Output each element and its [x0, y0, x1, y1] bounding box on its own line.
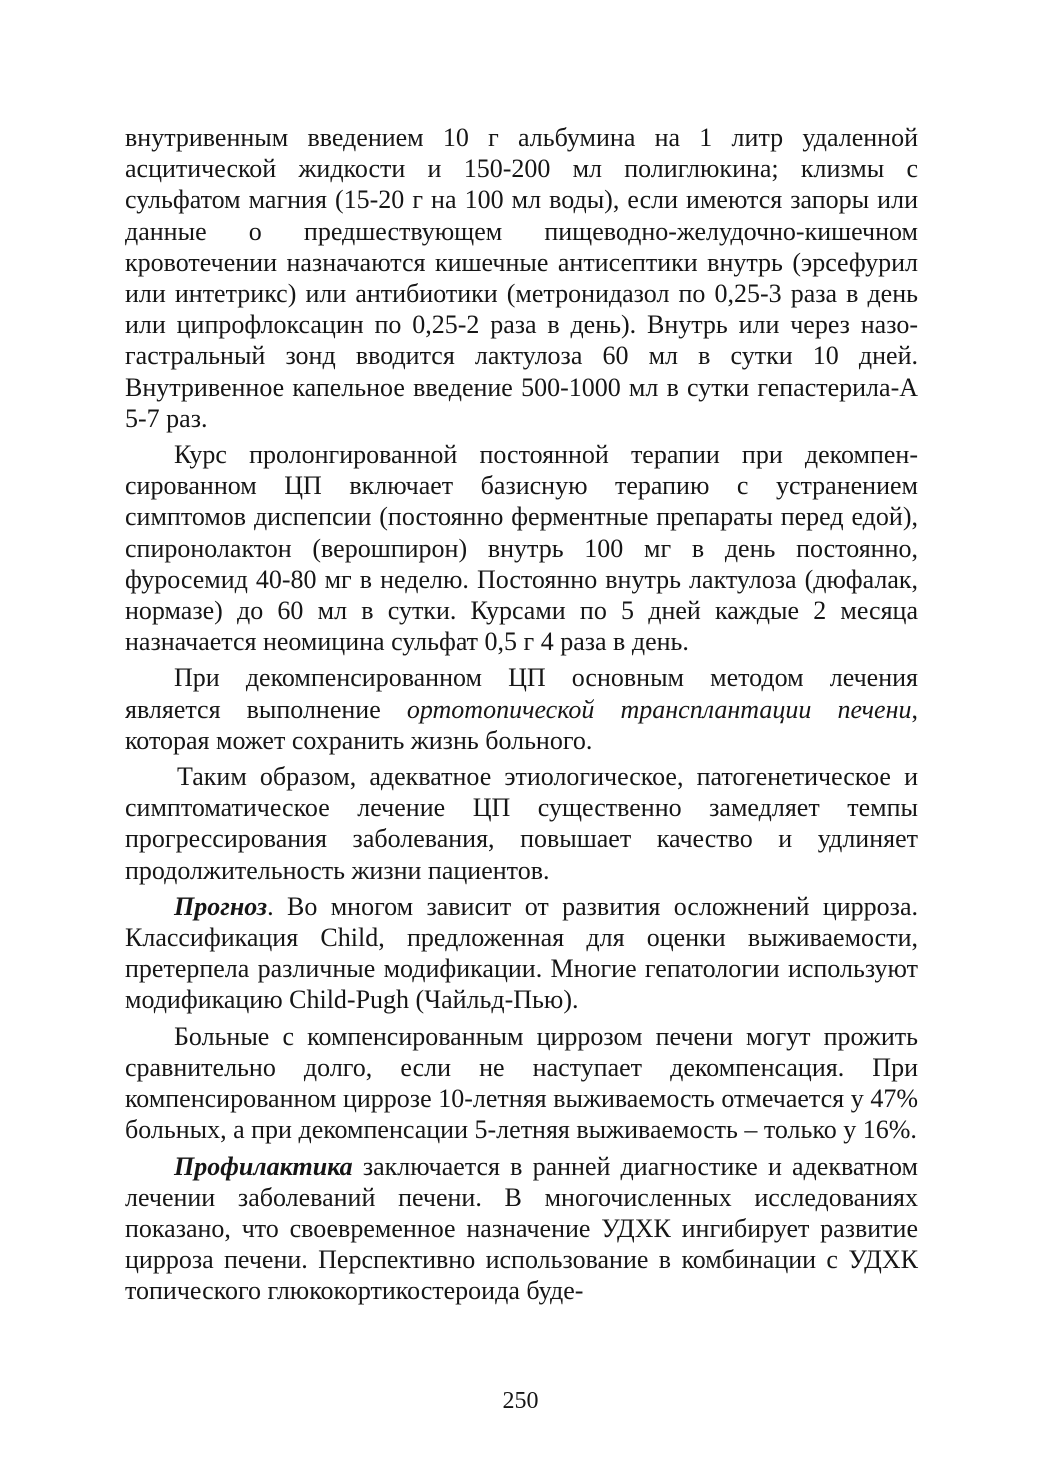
paragraph-survival: Больные с компенсированным циррозом печени могут прожить сравнительно долго, если не наступает декомпенсация. При компенсированном циррозе 10-летняя выживаемость отмечается у 47% больных, а при декомпенсации 5-летняя выживаемость – только у 16%. — [125, 1021, 918, 1145]
transplantation-term: ортотопической трансплантации печени — [406, 694, 912, 724]
paragraph-transplantation — [125, 662, 918, 756]
prophylaxis-text: заключается в ранней диагностике и адекватном лечении заболеваний печени. В многочисленных исследованиях показано, что своевременное назначение УДХК ингибирует развитие цирроза печени. Перспективно использование в комбинации с УДХК топического глюкокортикостероида буде- — [125, 1151, 918, 1306]
paragraph-prophylaxis — [125, 1151, 918, 1307]
prognosis-heading: Прогноз — [174, 891, 268, 921]
paragraph-prognosis — [125, 891, 918, 1016]
body-text — [125, 122, 918, 1312]
transplantation-text-before: При декомпенсированном ЦП основным методом лечения является выполнение — [125, 663, 918, 724]
paragraph-albumin-therapy: внутривенным введением 10 г альбумина на 1 литр удаленной асцитической жидкости и 150-200 мл полиглюкина; клизмы с сульфатом магния (15-20 г на 100 мл воды), если имеются запоры или данные о предшествующем пищеводно-желудочно-кишечном кровотечении назначаются кишечные антисептики внутрь (эрсефурил или интетрикс) или антибиотики (метронидазол по 0,25-3 раза в день или ципрофлоксацин по 0,25-2 раза в день). Внутрь или через назо-гастральный зонд вводится лактулоза 60 мл в сутки 10 дней. Внутривенное капельное введение 500-1000 мл в сутки гепастерила-А 5-7 раз. — [125, 123, 918, 433]
prophylaxis-heading: Профилактика — [174, 1151, 353, 1181]
paragraph-prolonged-therapy: Курс пролонгированной постоянной терапии при декомпенсированном ЦП включает базисную терапию с устранением симптомов диспепсии (постоянно ферментные препараты перед едой), спиронолактон (верошпирон) внутрь 100 мг в день постоянно, фуросемид 40-80 мг в неделю. Постоянно внутрь лактулоза (дюфалак, нормазе) до 60 мл в сутки. Курсами по 5 дней каждые 2 месяца назначается неомицина сульфат 0,5 г 4 раза в день. — [125, 440, 918, 657]
paragraph-treatment-summary: Таким образом, адекватное этиологическое, патогенетическое и симптоматическое лечение ЦП существенно замедляет темпы прогрессирования заболевания, повышает качество и удлиняет продолжительность жизни пациентов. — [125, 762, 918, 885]
page-number: 250 — [502, 1388, 539, 1414]
prognosis-text: . Во многом зависит от развития осложнений цирроза. Классификация Child, предложенная для оценки выживаемости, претерпела различные модификации. Многие гепатологии используют модификацию Child-Pugh (Чайльд-Пью). — [125, 891, 918, 1015]
transplantation-text-after: , которая может сохранить жизнь больного. — [125, 694, 918, 755]
